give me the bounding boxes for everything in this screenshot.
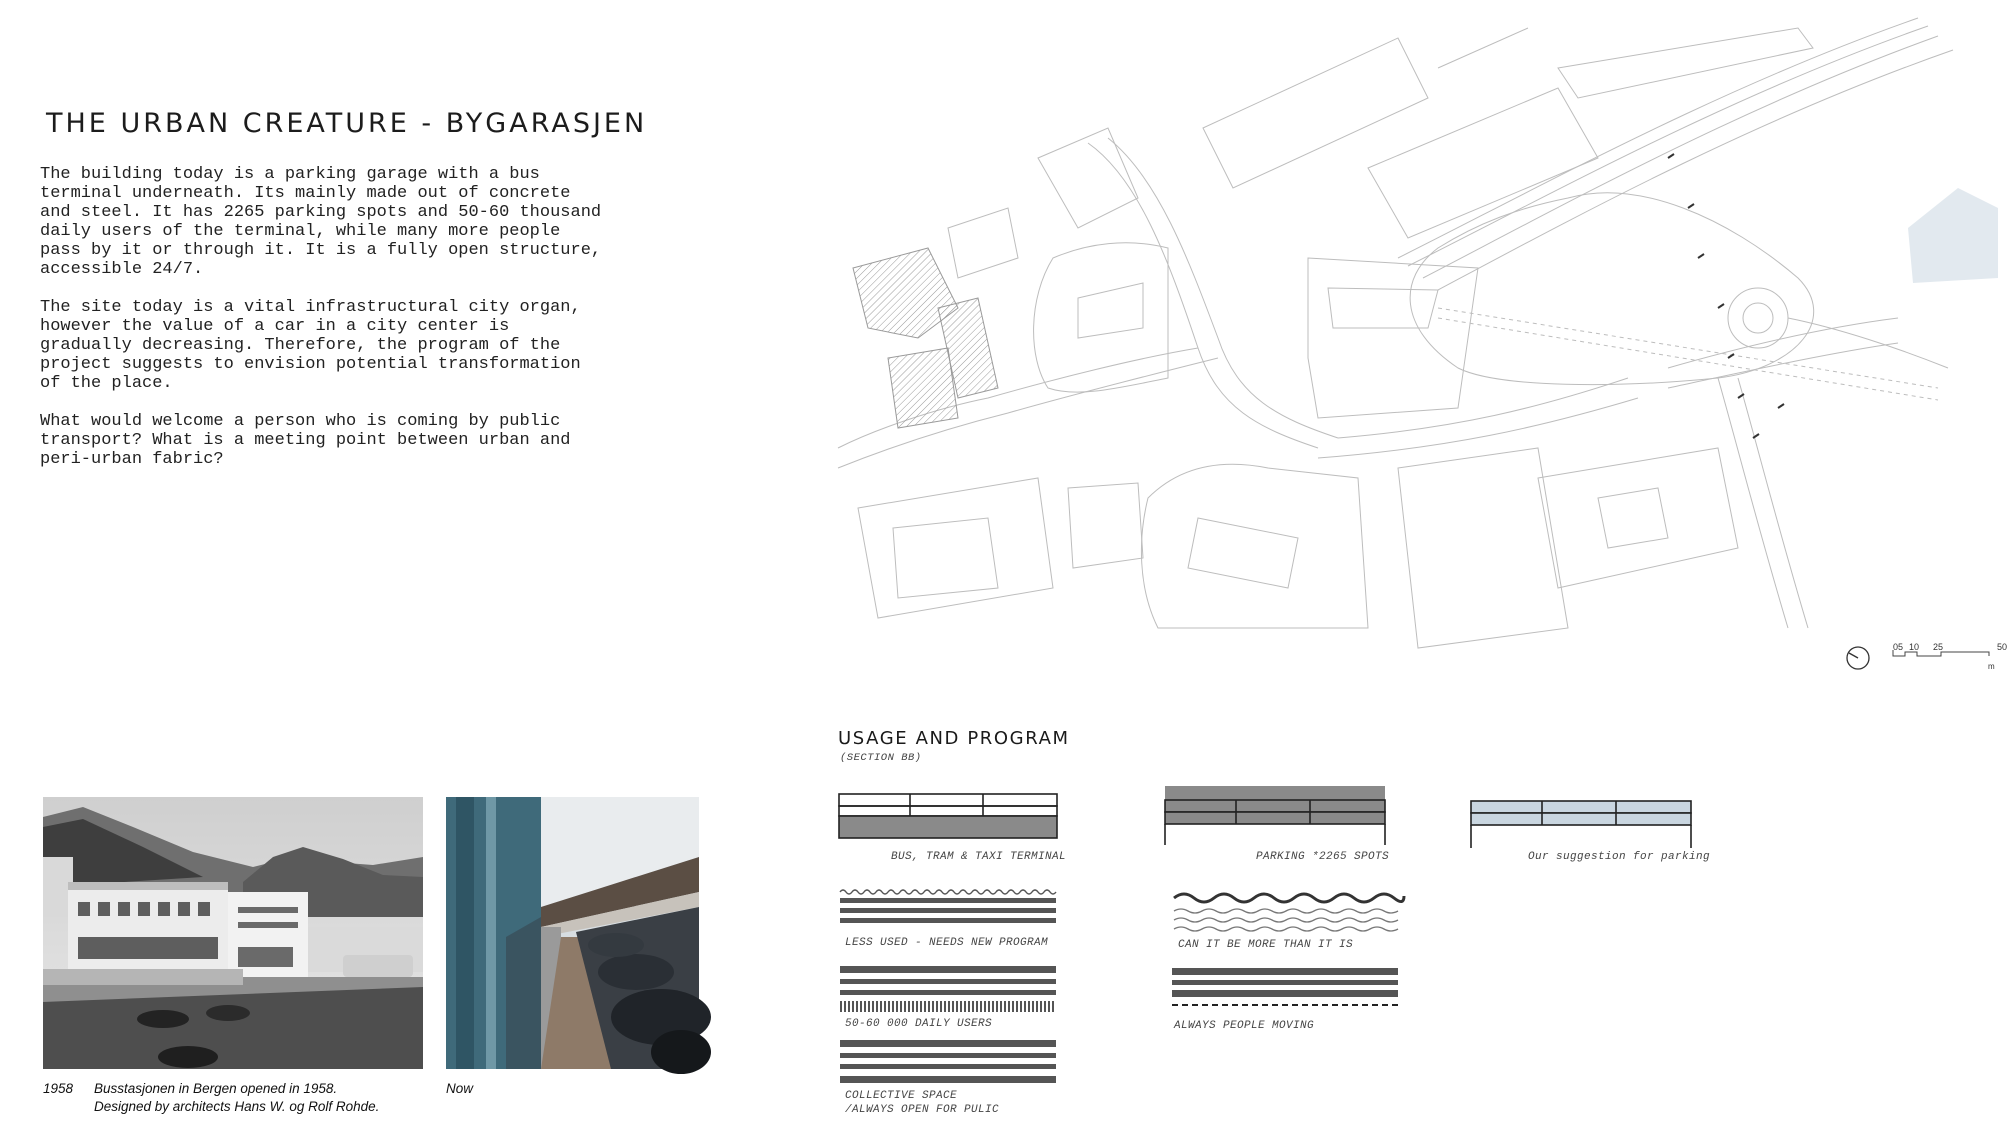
collective-label xyxy=(845,1089,999,1117)
historic-year: 1958 xyxy=(43,1081,74,1096)
intro-paragraph: The building today is a parking garage with a bus terminal underneath. Its mainly made out of concrete and steel. It has 2265 parking spots and 50-60 thousand daily users of the terminal, while many more people pass by it or through it. It is a fully open structure, accessible 24/7. xyxy=(40,165,602,279)
site-plan xyxy=(838,28,2007,678)
less-used-diagram xyxy=(840,888,1056,928)
section-subtitle: (SECTION BB) xyxy=(840,752,922,764)
current-photo xyxy=(446,797,699,1069)
collective-label-line: /ALWAYS OPEN FOR PULIC xyxy=(845,1104,1000,1116)
moving-label: ALWAYS PEOPLE MOVING xyxy=(1174,1020,1315,1032)
scale-label: 50 xyxy=(1997,642,2007,652)
intro-text xyxy=(40,165,680,488)
scale-label: 25 xyxy=(1933,642,1944,652)
caption-line: Designed by architects Hans W. og Rolf Rohde. xyxy=(94,1099,380,1114)
intro-paragraph: What would welcome a person who is coming by public transport? What is a meeting point between urban and peri-urban fabric? xyxy=(40,412,571,469)
moving-diagram xyxy=(1172,968,1400,1010)
terminal-diagram xyxy=(838,793,1058,843)
parking-label: PARKING *2265 SPOTS xyxy=(1256,851,1390,863)
current-caption: Now xyxy=(446,1081,474,1096)
suggestion-diagram xyxy=(1470,800,1692,850)
scale-bar-labels xyxy=(1893,642,2007,652)
scale-unit: m xyxy=(1988,662,1995,671)
terminal-label: BUS, TRAM & TAXI TERMINAL xyxy=(891,851,1067,863)
less-used-label: LESS USED - NEEDS NEW PROGRAM xyxy=(845,937,1049,949)
scale-label: 10 xyxy=(1909,642,1920,652)
historic-caption xyxy=(94,1080,379,1116)
intro-paragraph: The site today is a vital infrastructural city organ, however the value of a car in a city center is gradually decreasing. Therefore, the program of the project suggests to envision potential transformation of the place. xyxy=(40,298,581,393)
page-title: THE URBAN CREATURE - BYGARASJEN xyxy=(46,108,648,139)
parking-diagram xyxy=(1164,785,1386,847)
daily-users-diagram xyxy=(840,966,1056,1014)
section-title: USAGE AND PROGRAM xyxy=(838,728,1070,749)
scale-label: 05 xyxy=(1893,642,1904,652)
collective-label-line: COLLECTIVE SPACE xyxy=(845,1090,958,1102)
more-than-diagram xyxy=(1174,890,1404,936)
more-than-label: CAN IT BE MORE THAN IT IS xyxy=(1178,939,1354,951)
caption-line: Busstasjonen in Bergen opened in 1958. xyxy=(94,1081,338,1096)
historic-photo xyxy=(43,797,423,1069)
collective-diagram xyxy=(840,1040,1056,1086)
site-plan-drawing xyxy=(838,28,1998,678)
daily-users-label: 50-60 000 DAILY USERS xyxy=(845,1018,993,1030)
suggestion-label: Our suggestion for parking xyxy=(1528,851,1711,863)
